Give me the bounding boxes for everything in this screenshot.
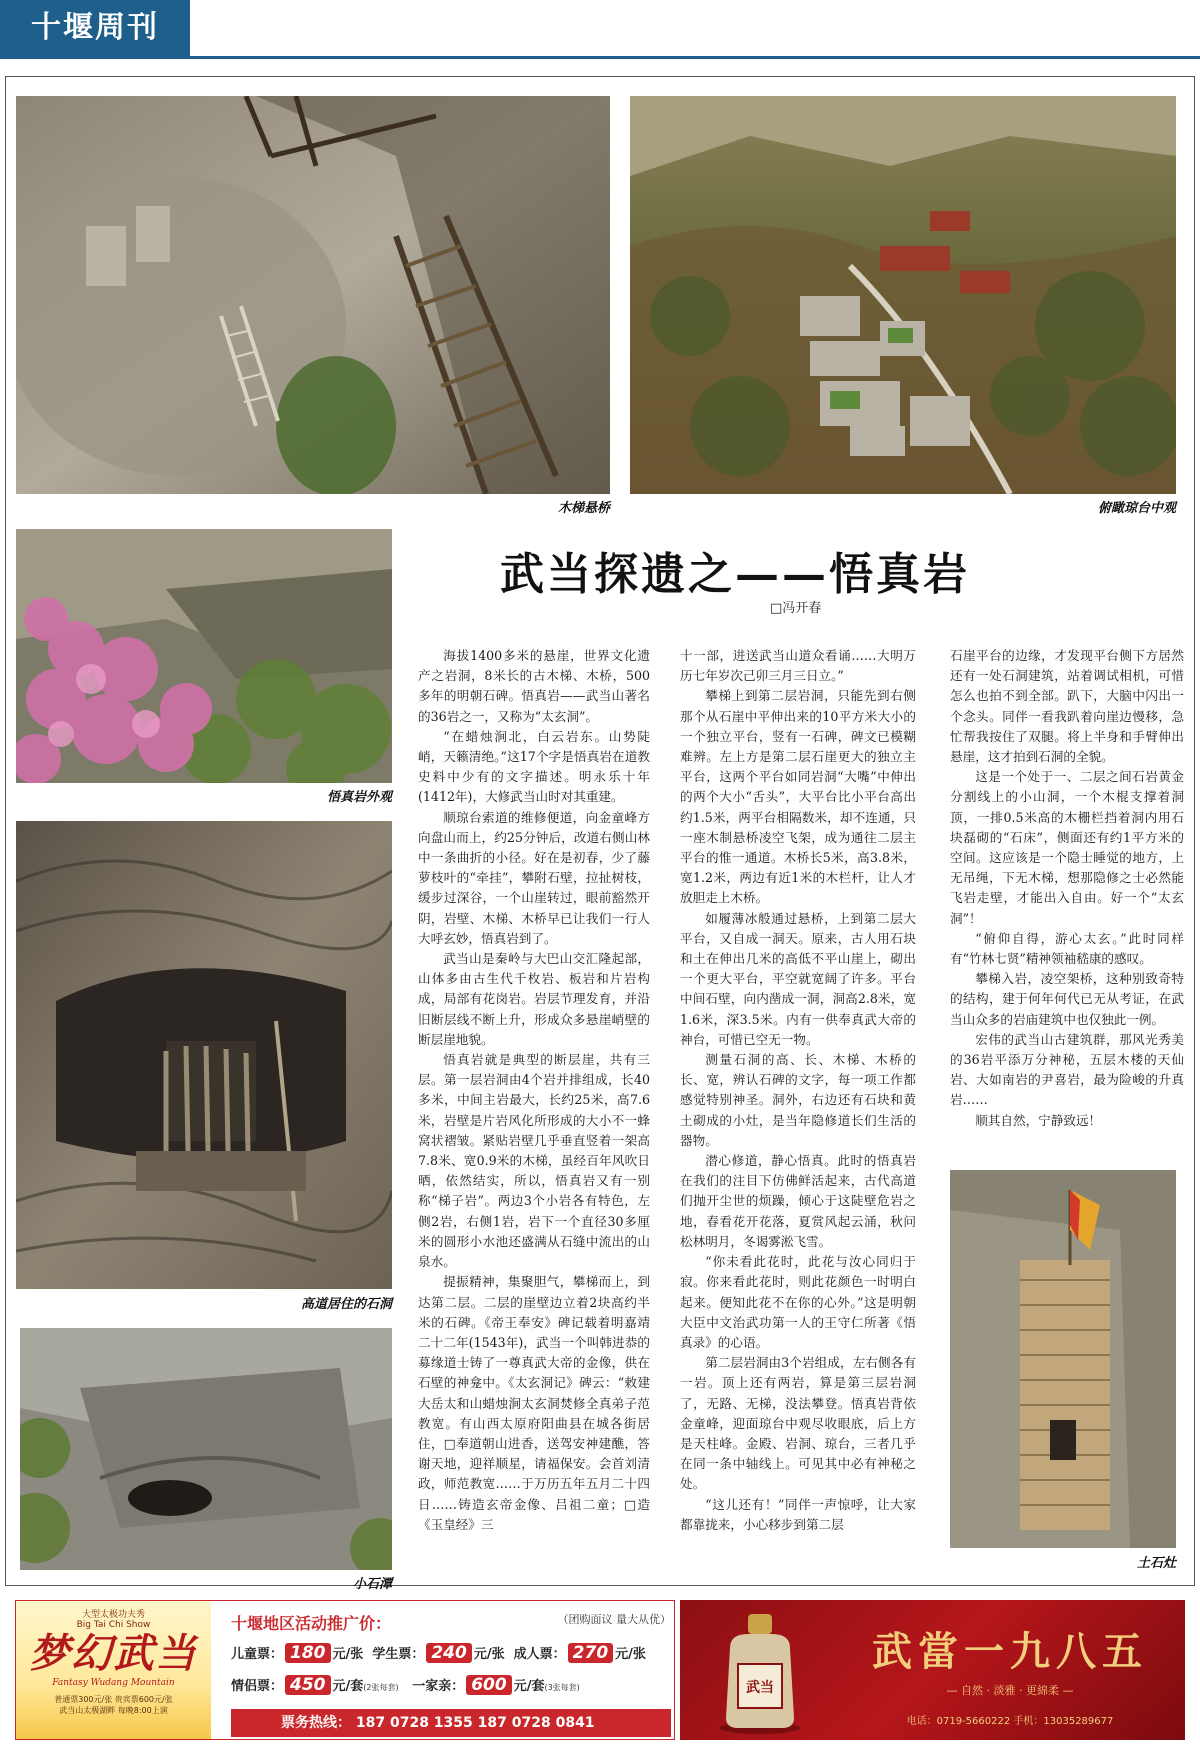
adult-ticket-unit: 元/张 [615,1647,646,1662]
paragraph: 顺其自然，宁静致远！ [975,1112,1102,1128]
photo-caption-exterior: 悟真岩外观 [326,790,392,805]
price-row-1 [231,1643,646,1663]
ad-brand-en: Fantasy Wudang Mountain [52,1678,175,1688]
article-byline: □冯开春 [770,601,822,616]
liquor-bottle-icon [700,1608,820,1736]
article-column-1 [418,646,650,1582]
student-ticket-unit: 元/张 [473,1647,505,1662]
photo-caption-cave-dwelling: 高道居住的石洞 [300,1297,392,1312]
paragraph: 悟真岩就是典型的断层崖，共有三层。第一层岩洞由4个岩并排组成，长40多米，中间主岩最大，长约25米，高7.6米，岩壁是片岩风化所形成的大小不一蜂窝状褶皱。紧贴岩壁几乎垂直竖着一架高7.8米、宽0.9米的木梯，虽经百年风吹日晒，依然结实，所以，悟真岩又有一别称“梯子岩”。两边3个小岩各有特色，左侧2岩，右侧1岩，岩下一个直径30多厘米的圆形小水池还盛满从石缝中流出的山泉水。 [418,1052,650,1270]
ad-note-1: 普通票300元/张 贵宾票600元/张 [54,1695,173,1704]
photo-caption-stone-stove: 土石灶 [1136,1556,1176,1571]
paragraph: 石崖平台的边缘，才发现平台侧下方居然还有一处石洞建筑，站着调试相机，可惜怎么也拍不到全部。趴下，大脑中闪出一个念头。同伴一看我趴着向崖边慢移，急忙帮我按住了双腿。将上半身和手臂伸出悬崖，这才拍到石洞的全貌。 [950,648,1184,765]
fantasy-wudang-ad[interactable] [15,1600,675,1740]
price-heading-note: （团购面议 量大从优） [557,1613,671,1626]
family-ticket-unit: 元/套 [513,1679,545,1694]
liquor-contact: 电话：0719-5660222 手机：13035289677 [906,1716,1114,1727]
wudang-1985-ad[interactable] [680,1600,1185,1740]
price-row-2 [231,1675,580,1695]
paragraph: “俯仰自得，游心太玄。”此时同样有“竹林七贤”精神领袖嵇康的感叹。 [950,930,1184,967]
article-column-2 [680,646,916,1582]
paragraph: 攀梯上到第二层岩洞，只能先到右侧那个从石崖中平伸出来的10平方米大小的一个独立平台，竖有一石碑，碑文已模糊难辨。左上方是第二层石崖更大的独立主平台，这两个平台如同岩洞“大嘴”中伸出的两个大小“舌头”，大平台比小平台高出约1.5米，两平台相隔数米，却不连通，只一座木制悬桥凌空飞架，成为通往二层主平台的惟一通道。木桥长5米，高3.8米，宽1.2米，两边有近1米的木栏杆，让人才放胆走上木桥。 [680,688,916,906]
paragraph: 第二层岩洞由3个岩组成，左右侧各有一岩。顶上还有两岩，算是第三层岩洞了，无路、无梯，没法攀登。悟真岩背依金童峰，迎面琼台中观尽收眼底，后上方是天柱峰。金殿、岩洞、琼台，三者几乎在同一条中轴线上。可见其中必有神秘之处。 [680,1355,916,1492]
hotline-text: 票务热线： 187 0728 1355 187 0728 0841 [281,1715,595,1731]
adult-ticket-price: 270 [568,1643,614,1663]
bottle-label: 武当 [746,1680,774,1696]
cliff-blossom-photo [16,529,392,783]
paragraph: 攀梯入岩，凌空架桥，这种别致奇特的结构，建于何年何代已无从考证，在武当山众多的岩庙建筑中也仅独此一例。 [950,971,1184,1027]
paragraph: 十一部，进送武当山道众看诵……大明万历七年岁次己卯三月三日立。” [680,648,916,684]
wooden-ladder-bridge-photo [16,96,610,494]
paragraph: 这是一个处于一、二层之间石岩黄金分割线上的小山洞，一个木棍支撑着洞顶，一排0.5米高的木栅栏挡着洞内用石块磊砌的“石床”，侧面还有约1平方米的空间。这应该是一个隐士睡觉的地方，上无吊绳，下无木梯，想那隐修之士必然能飞岩走壁，才能出入自由。好一个“太玄洞”！ [950,769,1184,926]
student-ticket-label: 学生票： [372,1647,425,1662]
paragraph: 提振精神，集聚胆气，攀梯而上，到达第二层。二层的崖壁边立着2块高约半米的石碑。《帝王奉安》碑记载着明嘉靖二十二年(1543年)，武当一个叫韩进恭的募缘道士铸了一尊真武大帝的金像，供在石壁的神龛中。《太玄洞记》碑云：“敕建大岳太和山蜡烛涧太玄洞焚修全真弟子范教宽。有山西太原府阳曲县在城各街居住，□奉道朝山进香，送驾安神建醮，答谢天地，迎祥顺星，请福保安。会首刘清政，师范教宽……于万历五年五月二十四日……铸造玄帝金像、吕祖二童；□造《玉皇经》三 [418,1274,650,1532]
masthead-title: 十堰周刊 [0,0,190,56]
child-ticket-label: 儿童票： [231,1647,284,1662]
ad-brand: 梦幻武当 [29,1630,198,1677]
paragraph: 海拔1400多米的悬崖，世界文化遗产之岩洞，8米长的古木梯、木桥，500多年的明朝石碑。悟真岩——武当山著名的36岩之一，又称为“太玄洞”。 [418,648,650,724]
paragraph: “在蜡烛涧北，白云岩东。山势陡峭，天籁清绝。”这17个字是悟真岩在道教史料中少有的文字描述。明永乐十年(1412年)，大修武当山时对其重建。 [418,728,650,805]
paragraph: 潜心修道，静心悟真。此时的悟真岩在我们的注目下仿佛鲜活起来，古代高道们抛开尘世的烦躁，倾心于这陡壁危岩之地，春看花开花落，夏赏风起云涌，秋问松林明月，冬谒雾淞飞雪。 [680,1153,916,1249]
paragraph: 顺琼台索道的维修便道，向金童峰方向盘山而上，约25分钟后，改道右侧山林中一条曲折的小径。好在是初春，少了藤萝枝叶的“牵挂”，攀附石壁，拉扯树枝，缓步过深谷，一个山崖转过，眼前豁然开阴，岩壁、木梯、木桥早已让我们一行人大呼玄妙，悟真岩到了。 [418,809,650,946]
temple-valley-aerial-photo [630,96,1176,494]
ticket-hotline[interactable] [231,1709,671,1737]
photo-caption-ladder-bridge: 木梯悬桥 [557,501,610,516]
photo-caption-small-pool: 小石潭 [352,1577,392,1592]
paragraph: “这儿还有！”同伴一声惊呼，让大家都靠拢来，小心移步到第二层 [680,1496,916,1532]
paragraph: 测量石洞的高、长、木梯、木桥的长、宽，辨认石碑的文字，每一项工作都感觉特别神圣。洞外，右边还有石块和黄土砌成的小灶，是当年隐修道长们生活的器物。 [680,1052,916,1148]
ad-topline: 大型太极功夫秀 [81,1610,145,1620]
price-heading: 十堰地区活动推广价： [231,1614,392,1633]
paragraph: 如履薄冰般通过悬桥，上到第二层大平台，又自成一洞天。原来，古人用石块和土在伸出几米的高低不平山崖上，砌出一个更大平台，平空就宽阔了许多。平台中间石壁，向内凿成一洞，洞高2.8米，宽1.6米，深3.5米。内有一供奉真武大帝的神台，可惜已空无一物。 [680,910,916,1047]
article-column-3 [950,646,1184,1156]
fantasy-wudang-logo [16,1601,211,1739]
child-ticket-unit: 元/张 [332,1647,364,1662]
article-title: 武当探遗之——悟真岩 [500,549,970,600]
family-ticket-note: (3张每套) [544,1683,580,1692]
child-ticket-price: 180 [285,1643,331,1663]
paragraph: 武当山是秦岭与大巴山交汇隆起部，山体多由古生代千枚岩、板岩和片岩构成，局部有花岗岩。岩层节理发育，并沿旧断层线不断上升，形成众多悬崖峭壁的断层崖地貌。 [418,951,650,1047]
paragraph: “你未看此花时，此花与汝心同归于寂。你来看此花时，则此花颜色一时明白起来。便知此花不在你的心外。”这是明朝大臣中文治武功第一人的王守仁所著《悟真录》的心语。 [680,1254,916,1350]
adult-ticket-label: 成人票： [513,1647,566,1662]
cliff-cave-dwelling-photo [16,821,392,1289]
couple-ticket-unit: 元/套 [332,1679,364,1694]
liquor-slogan: — 自然 · 淡雅 · 更綿柔 — [946,1684,1074,1697]
header-rule [0,56,1200,59]
couple-ticket-note: (2张每套) [363,1683,399,1692]
ad-note-2: 武当山太极湖畔 每晚8:00上演 [59,1706,168,1715]
rock-pool-photo [20,1328,392,1570]
paragraph: 宏伟的武当山古建筑群，那风光秀美的36岩平添万分神秘，五层木楼的天仙岩、大如南岩的尹喜岩，最为险峻的升真岩…… [950,1031,1184,1108]
ad-topline-en: Big Tai Chi Show [76,1620,151,1630]
family-ticket-price: 600 [466,1675,512,1695]
family-ticket-label: 一家亲： [412,1679,465,1694]
liquor-brand: 武當一九八五 [872,1628,1148,1675]
price-panel [221,1601,671,1739]
student-ticket-price: 240 [426,1643,472,1663]
couple-ticket-price: 450 [285,1675,331,1695]
stone-stove-photo [950,1170,1176,1548]
photo-caption-qiongtai: 俯瞰琼台中观 [1097,501,1176,516]
couple-ticket-label: 情侣票： [231,1679,284,1694]
